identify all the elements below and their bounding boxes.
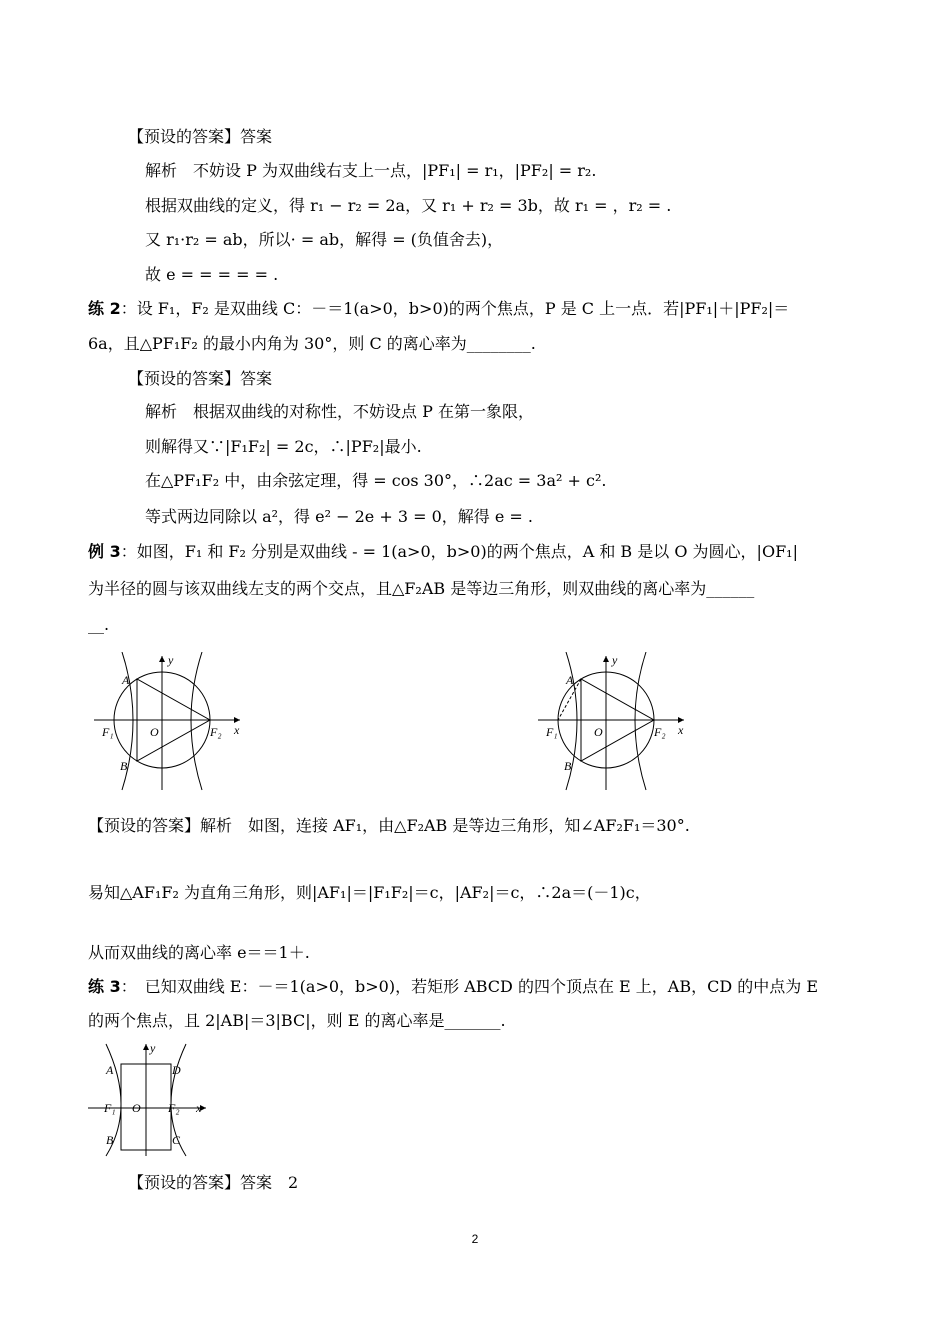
label-F2: F₂ xyxy=(210,725,222,739)
label-O: O xyxy=(132,1101,141,1115)
solution-line: 则解得又∵|F₁F₂| = 2c，∴|PF₂|最小. xyxy=(145,437,422,456)
solution-line: 根据双曲线的定义，得 r₁ − r₂ = 2a，又 r₁ + r₂ = 3b，故 r₁ = ，r₂ = . xyxy=(145,196,672,215)
exercise-3 xyxy=(88,976,818,998)
label-C: C xyxy=(172,1133,181,1147)
label-A: A xyxy=(122,673,130,687)
label-x: x xyxy=(234,723,240,737)
answer-explanation: 【预设的答案】解析 如图，连接 AF₁，由△F₂AB 是等边三角形，知∠AF₂F₁＝30°. xyxy=(88,816,690,835)
exercise-text: ：设 F₁，F₂ 是双曲线 C：－＝1(a>0，b>0)的两个焦点，P 是 C 上一点．若|PF₁|＋|PF₂|＝ xyxy=(120,299,790,318)
answer-label-1: 【预设的答案】答案 xyxy=(128,127,273,146)
hyperbola-figure-2 xyxy=(536,652,696,792)
label-F1: F₁ xyxy=(104,1101,116,1115)
label-F1: F₁ xyxy=(546,725,558,739)
example-text-cont: __. xyxy=(88,615,110,634)
solution-line: 从而双曲线的离心率 e＝＝1＋. xyxy=(88,943,310,962)
label-B: B xyxy=(564,759,572,773)
example-label: 例 3 xyxy=(88,542,121,561)
label-B: B xyxy=(120,759,128,773)
label-B: B xyxy=(106,1133,114,1147)
label-F2: F₂ xyxy=(168,1101,180,1115)
solution-line: 等式两边同除以 a²，得 e² − 2e + 3 = 0，解得 e = . xyxy=(145,507,533,526)
hyperbola-figure-1 xyxy=(92,652,252,792)
label-A: A xyxy=(566,673,574,687)
label-F1: F₁ xyxy=(102,725,114,739)
solution-line: 又 r₁·r₂ = ab，所以· = ab，解得 = (负值舍去)， xyxy=(145,230,504,249)
label-y: y xyxy=(168,653,174,667)
example-text-cont: 为半径的圆与该双曲线左支的两个交点，且△F₂AB 是等边三角形，则双曲线的离心率为______ xyxy=(88,579,755,598)
answer-label-3: 【预设的答案】答案 2 xyxy=(128,1173,299,1192)
label-A: A xyxy=(106,1063,114,1077)
label-x: x xyxy=(678,723,684,737)
exercise-text-cont: 6a，且△PF₁F₂ 的最小内角为 30°，则 C 的离心率为________. xyxy=(88,334,536,353)
hyperbola-rectangle-figure xyxy=(88,1040,212,1158)
solution-line: 故 e = = = = = . xyxy=(145,265,279,284)
answer-label-2: 【预设的答案】答案 xyxy=(128,369,273,388)
label-y: y xyxy=(612,653,618,667)
exercise-label: 练 3 xyxy=(88,977,121,996)
label-O: O xyxy=(594,725,603,739)
page-number: 2 xyxy=(471,1232,479,1246)
label-y: y xyxy=(150,1041,156,1055)
solution-line: 解析 根据双曲线的对称性，不妨设点 P 在第一象限， xyxy=(145,402,534,421)
exercise-2 xyxy=(88,298,789,320)
label-D: D xyxy=(172,1063,181,1077)
example-3 xyxy=(88,541,798,563)
solution-line: 在△PF₁F₂ 中，由余弦定理，得 = cos 30°，∴2ac = 3a² + c². xyxy=(145,471,607,490)
exercise-label: 练 2 xyxy=(88,299,121,318)
exercise-text: ： 已知双曲线 E：－＝1(a>0，b>0)，若矩形 ABCD 的四个顶点在 E 上，AB，CD 的中点为 E xyxy=(120,977,819,996)
label-F2: F₂ xyxy=(654,725,666,739)
label-x: x xyxy=(196,1101,202,1115)
solution-line: 易知△AF₁F₂ 为直角三角形，则|AF₁|＝|F₁F₂|＝c，|AF₂|＝c，∴2a＝(－1)c， xyxy=(88,883,651,902)
example-text: ：如图，F₁ 和 F₂ 分别是双曲线 - = 1(a>0，b>0)的两个焦点，A 和 B 是以 O 为圆心，|OF₁| xyxy=(120,542,798,561)
solution-line: 解析 不妨设 P 为双曲线右支上一点，|PF₁| = r₁，|PF₂| = r₂. xyxy=(145,161,597,180)
exercise-text-cont: 的两个焦点，且 2|AB|＝3|BC|，则 E 的离心率是_______. xyxy=(88,1011,506,1030)
label-O: O xyxy=(150,725,159,739)
